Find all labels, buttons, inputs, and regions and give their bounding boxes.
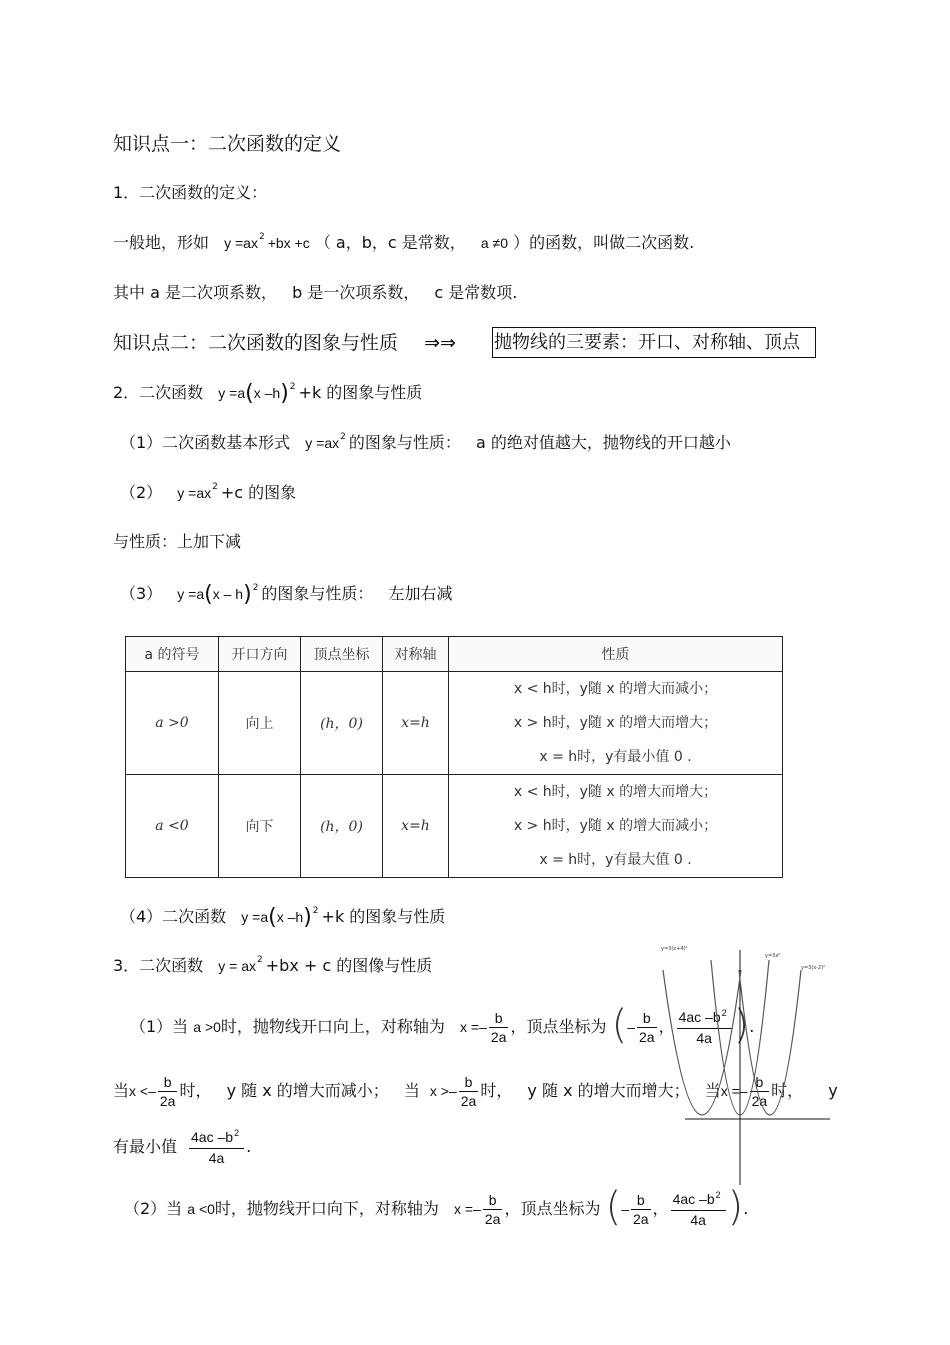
fraction-b-2a: $\frac{b}{2a}$ [632,1192,649,1227]
cell-direction: 向下 [219,775,301,878]
sub-2-label: （2） [120,483,163,502]
header-sign: a 的符号 [126,637,219,672]
cell-sign: a <0 [126,775,219,878]
property-table [125,636,783,878]
cell-properties [449,775,783,878]
case1-comma: ，顶点坐标为 [510,1017,607,1036]
item-3-pre: 3．二次函数 [113,956,204,975]
sub-2-property: 与性质：上加下减 [113,532,242,551]
coef-a: 其中 a 是二次项系数， [113,283,277,302]
cell-axis: x=h [383,672,449,775]
header-property: 性质 [449,637,783,672]
def-formula-rest: +bx +c [267,235,310,251]
fraction-4ac-b2-4a: $\frac{4ac -b^2}{4a}$ [671,1190,726,1229]
graph-label-left: y=3(x+4)² [661,946,688,952]
case1-cond: a >0 [193,1019,221,1035]
case1-label: （1）当 [130,1017,189,1036]
sub-2-rest: +c 的图象 [220,483,297,502]
sub-3-inner: x – h [212,586,244,602]
case1-mid: 时，抛物线开口向上，对称轴为 [220,1017,445,1036]
item-3-title [113,955,432,980]
sub-3-label: （3） [120,584,163,603]
sub-1-line [120,432,731,457]
fraction-4ac-b2-4a: $\frac{4ac -b^2}{4a}$ [189,1128,244,1167]
three-elements-box: 抛物线的三要素：开口、对称轴、顶点 [492,327,816,358]
fraction-b-2a: $\frac{b}{2a}$ [159,1074,176,1109]
header-axis: 对称轴 [383,637,449,672]
case2-comma: ，顶点坐标为 [504,1199,601,1218]
fraction-b-2a: $\frac{b}{2a}$ [638,1010,655,1045]
sub-3-exponent: 2 [252,583,259,593]
coefficient-line [113,282,517,304]
item-1-title: 1．二次函数的定义： [113,183,268,202]
table-header-row [126,637,783,672]
item-2-exponent: 2 [289,382,296,392]
sub-1-exponent: 2 [340,432,346,442]
case2-label: （2）当 [124,1199,183,1218]
property-line: x > h时，y随 x 的增大而增大； [513,715,718,731]
def-formula: y =ax [224,235,258,251]
sub-4-exponent: 2 [312,906,319,916]
fraction-b-2a: $\frac{b}{2a}$ [484,1192,501,1227]
cell-axis: x=h [383,775,449,878]
def-pre: 一般地，形如 [113,233,210,252]
def-post: ）的函数，叫做二次函数. [513,233,695,252]
coef-c: c 是常数项. [434,283,518,302]
coef-b: b 是一次项系数， [292,283,420,302]
fraction-b-2a: $\frac{b}{2a}$ [460,1074,477,1109]
table-row [126,672,783,775]
case-a-positive-monotonic: 当x <– $\frac{b}{2a}$ 时， y 随 x 的增大而减小； 当 x >– $\frac{b}{2a}$ 时， y 随 x 的增大而增大； 当x =– $\frac{b}{2a}$ 时， y [113,1074,838,1109]
cell-sign: a >0 [126,672,219,775]
sub-4-label: （4）二次函数 [120,907,227,926]
property-line: x = h时，y有最小值 0 . [539,749,692,765]
sub-4-formula: y =a [241,909,269,925]
sub-1-label: （1）二次函数基本形式 [120,433,291,452]
sub-3-formula: y =a [177,586,205,602]
parabola-right [739,970,801,1115]
cell-vertex: (h，0) [301,672,383,775]
cell-direction: 向上 [219,672,301,775]
sub-3-line: （3） y =a(x – h)$^2$ 的图象与性质： 左加右减 [120,582,453,607]
def-cond-open: （ a，b，c 是常数， [314,233,466,252]
item-3-rest: +bx + c 的图像与性质 [265,956,433,975]
def-cond-a: a ≠0 [480,235,509,251]
parabola-graph [655,940,835,1185]
section-2-title [113,332,456,354]
property-line: x = h时，y有最大值 0 . [539,852,692,868]
sub-3-post: 的图象与性质： [261,584,374,603]
sub-1-formula: y =ax [305,435,340,451]
item-2-formula: y =a [218,385,246,401]
sub-4-line: （4）二次函数 y =a(x –h)$^2$ +k 的图象与性质 [120,905,446,930]
case2-mid: 时，抛物线开口向下，对称轴为 [214,1199,439,1218]
sub-2-exponent: 2 [212,482,218,492]
sub-4-inner: x –h [276,909,304,925]
definition-line [113,232,694,257]
property-line: x < h时，y随 x 的增大而增大； [513,784,718,800]
table-row [126,775,783,878]
case-a-positive-line: （1）当 a >0时，抛物线开口向上，对称轴为 x =– $\frac{b}{2a}$ ，顶点坐标为 (– $\frac{b}{2a}$ ， $\frac{4ac -b^2}{4a}$ ). [130,1002,755,1048]
sub-2-formula: y =ax [177,485,212,501]
header-direction: 开口方向 [219,637,301,672]
sub-4-post: +k 的图象与性质 [321,907,446,926]
fraction-b-2a: $\frac{b}{2a}$ [751,1074,768,1109]
fraction-4ac-b2-4a: $\frac{4ac -b^2}{4a}$ [677,1008,732,1047]
item-3-formula: y = ax [218,958,257,974]
case2-cond: a <0 [187,1201,215,1217]
sub-1-mid: 的图象与性质： [348,433,461,452]
case-a-positive-min: 有最小值 $\frac{4ac -b^2}{4a}$ . [113,1128,252,1166]
graph-label-right: y=3(x-2)² [801,965,826,971]
sub-3-tail: 左加右减 [388,584,453,603]
item-2-inner: x –h [253,385,281,401]
implies-arrow: ⇒⇒ [424,332,456,354]
sub-1-tail: a 的绝对值越大，抛物线的开口越小 [475,433,731,452]
property-line: x < h时，y随 x 的增大而减小； [513,681,718,697]
header-vertex: 顶点坐标 [301,637,383,672]
case1-x: x =– [460,1019,487,1035]
property-line: x > h时，y随 x 的增大而减小； [513,818,718,834]
section-1-title: 知识点一：二次函数的定义 [113,133,342,155]
case-a-negative-line: （2）当 a <0时，抛物线开口向下，对称轴为 x =– $\frac{b}{2a}$ ，顶点坐标为 (– $\frac{b}{2a}$ ， $\frac{4ac -b^2}{4a}$ ). [124,1184,749,1230]
item-3-exponent: 2 [257,955,263,965]
cell-properties [449,672,783,775]
item-2-title: 2．二次函数 y =a(x –h)$^2$ +k 的图象与性质 [113,381,423,406]
case2-x: x =– [454,1201,481,1217]
section-2-title-text: 知识点二：二次函数的图象与性质 [113,332,399,354]
cell-vertex: (h，0) [301,775,383,878]
def-exponent: 2 [258,232,265,242]
graph-label-center: y=3x² [765,953,781,959]
item-2-post: +k 的图象与性质 [298,383,423,402]
fraction-b-2a: $\frac{b}{2a}$ [490,1010,507,1045]
sub-2-line [120,482,296,507]
item-2-pre: 2．二次函数 [113,383,204,402]
